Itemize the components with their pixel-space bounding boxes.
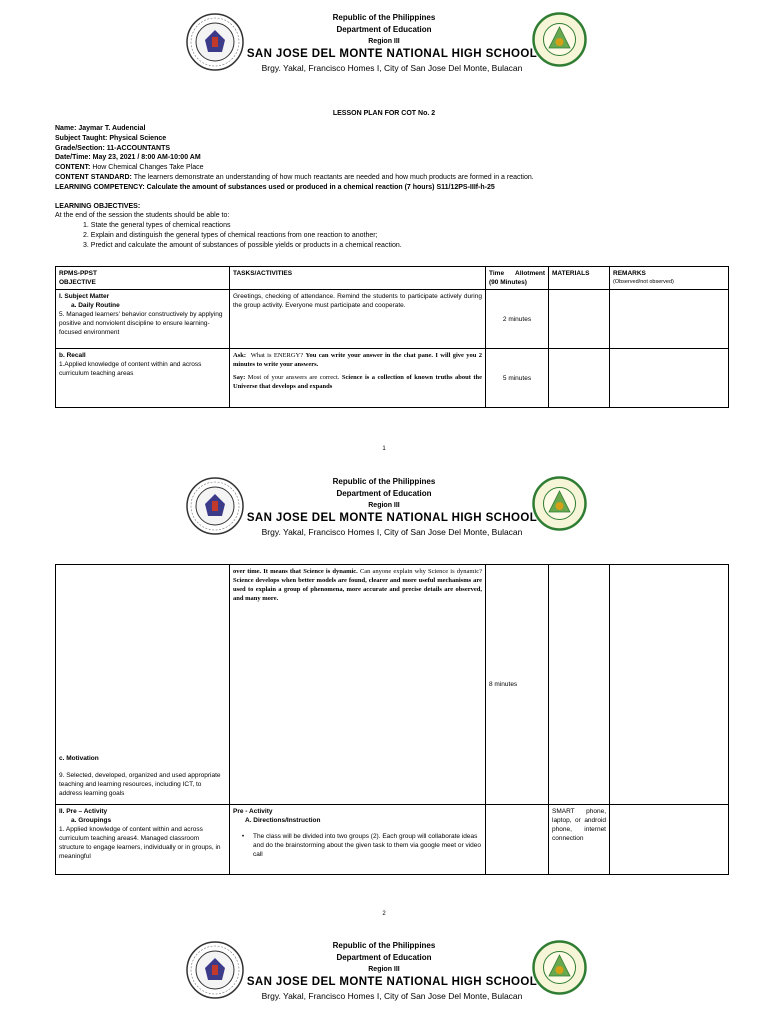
objective-item: 1. State the general types of chemical reactions bbox=[83, 222, 231, 230]
objective-item: 2. Explain and distinguish the general types of chemical reactions from one reaction to another; bbox=[83, 231, 378, 239]
grade-label: Grade/Section: bbox=[55, 144, 105, 152]
bullet-icon: • bbox=[241, 833, 245, 840]
objective-item: 3. Predict and calculate the amount of substances of possible yields or products in a chemical reaction. bbox=[83, 241, 402, 249]
table-row bbox=[56, 565, 729, 805]
school-address: Brgy. Yakal, Francisco Homes I, City of San Jose Del Monte, Bulacan bbox=[261, 63, 523, 73]
page-3 bbox=[0, 940, 768, 1024]
materials-cell bbox=[549, 349, 610, 408]
header-remarks: REMARKS (Observed/not observed) bbox=[610, 267, 729, 290]
remarks-cell bbox=[610, 805, 729, 875]
lesson-plan-table-continued bbox=[55, 564, 729, 875]
objective-cell: b. Recall 1.Applied knowledge of content within and across curriculum teaching areas bbox=[56, 349, 230, 408]
time-cell: 8 minutes bbox=[486, 565, 549, 805]
table-row bbox=[56, 349, 729, 408]
subject-value: Physical Science bbox=[109, 134, 167, 142]
materials-cell bbox=[549, 290, 610, 349]
time-cell: 2 minutes bbox=[486, 290, 549, 349]
content-value: How Chemical Changes Take Place bbox=[92, 164, 204, 172]
objectives-label: LEARNING OBJECTIVES: bbox=[55, 202, 141, 210]
time-cell bbox=[486, 805, 549, 875]
school-address: Brgy. Yakal, Francisco Homes I, City of San Jose Del Monte, Bulacan bbox=[261, 991, 523, 1001]
objective-cell: c. Motivation 9. Selected, developed, organized and used appropriate teaching and learning resources, including ICT, to address learning goals bbox=[56, 565, 230, 805]
competency-value: Calculate the amount of substances used or produced in a chemical reaction (7 hours) S11/12PS-IIIf-h-25 bbox=[146, 183, 495, 191]
objective-cell: II. Pre – Activity a. Groupings 1. Applied knowledge of content within and across curriculum teaching areas4. Managed classroom structure to engage learners, individually or in groups, in meaningful bbox=[56, 805, 230, 875]
department-line: Department of Education bbox=[336, 953, 432, 962]
page-1 bbox=[0, 12, 768, 452]
school-seal-icon bbox=[532, 12, 587, 67]
name-label: Name: bbox=[55, 125, 77, 132]
table-row bbox=[56, 290, 729, 349]
header-objective: RPMS-PPST OBJECTIVE bbox=[56, 267, 230, 290]
task-cell: over time. It means that Science is dynamic. Can anyone explain why Science is dynamic? Science develops when better models are found, clearer and more useful mechanisms are used to explain a group of phenomena, more accurate and precise details are observed, and many more. bbox=[230, 565, 486, 805]
school-seal-icon bbox=[532, 940, 587, 995]
date-value: May 23, 2021 / 8:00 AM-10:00 AM bbox=[92, 154, 201, 162]
task-cell: Ask: What is ENERGY? You can write your answer in the chat pane. I will give you 2 minutes to write your answers. Say: Most of your answers are correct. Science is a collection of known truths about the Universe that develops and expands bbox=[230, 349, 486, 408]
task-cell: Greetings, checking of attendance. Remind the students to participate actively during the group activity. Everyone must participate and cooperate. bbox=[230, 290, 486, 349]
objective-cell: I. Subject Matter a. Daily Routine 5. Managed learners' behavior constructively by applying positive and nonviolent discipline to ensure learning-focused environment bbox=[56, 290, 230, 349]
school-seal-icon bbox=[532, 476, 587, 531]
page-number: 1 bbox=[382, 446, 386, 452]
teacher-name: Jaymar T. Audencial bbox=[78, 125, 146, 132]
header-time: Time Allotment (90 Minutes) bbox=[486, 267, 549, 290]
letterhead bbox=[0, 940, 768, 1015]
region-line: Region III bbox=[368, 38, 400, 45]
task-cell: Pre - Activity A. Directions/Instruction • The class will be divided into two groups (2). Each group will collaborate ideas and do the brainstorming about the given task to them via google meet or video call bbox=[230, 805, 486, 875]
header-tasks: TASKS/ACTIVITIES bbox=[230, 267, 486, 290]
school-name: SAN JOSE DEL MONTE NATIONAL HIGH SCHOOL bbox=[246, 48, 538, 60]
remarks-cell bbox=[610, 565, 729, 805]
date-label: Date/Time: bbox=[55, 154, 91, 162]
competency-label: LEARNING COMPETENCY: bbox=[55, 183, 145, 191]
remarks-cell bbox=[610, 349, 729, 408]
school-name: SAN JOSE DEL MONTE NATIONAL HIGH SCHOOL bbox=[246, 976, 538, 988]
page-2 bbox=[0, 476, 768, 916]
page-number: 2 bbox=[382, 911, 386, 917]
header-materials: MATERIALS bbox=[549, 267, 610, 290]
table-row bbox=[56, 805, 729, 875]
objectives-intro: At the end of the session the students should be able to: bbox=[55, 212, 230, 220]
letterhead bbox=[0, 12, 768, 87]
lesson-info bbox=[55, 124, 745, 251]
standard-label: CONTENT STANDARD: bbox=[55, 173, 132, 181]
materials-cell: SMART phone, laptop, or android phone, internet connection bbox=[549, 805, 610, 875]
standard-value: The learners demonstrate an understanding of how much reactants are needed and how much products are formed in a reaction. bbox=[133, 173, 534, 181]
department-line: Department of Education bbox=[336, 489, 432, 498]
republic-line: Republic of the Philippines bbox=[332, 477, 436, 486]
grade-value: 11-ACCOUNTANTS bbox=[106, 144, 171, 152]
republic-line: Republic of the Philippines bbox=[332, 13, 436, 22]
lesson-plan-title: LESSON PLAN FOR COT No. 2 bbox=[332, 110, 436, 117]
letterhead bbox=[0, 476, 768, 551]
time-cell: 5 minutes bbox=[486, 349, 549, 408]
school-address: Brgy. Yakal, Francisco Homes I, City of San Jose Del Monte, Bulacan bbox=[261, 527, 523, 537]
remarks-cell bbox=[610, 290, 729, 349]
region-line: Region III bbox=[368, 966, 400, 973]
department-line: Department of Education bbox=[336, 25, 432, 34]
materials-cell bbox=[549, 565, 610, 805]
content-label: CONTENT: bbox=[55, 164, 91, 172]
republic-line: Republic of the Philippines bbox=[332, 941, 436, 950]
region-line: Region III bbox=[368, 502, 400, 509]
subject-label: Subject Taught: bbox=[55, 134, 108, 142]
lesson-plan-table bbox=[55, 266, 729, 408]
table-header-row bbox=[56, 267, 729, 290]
school-name: SAN JOSE DEL MONTE NATIONAL HIGH SCHOOL bbox=[246, 512, 538, 524]
